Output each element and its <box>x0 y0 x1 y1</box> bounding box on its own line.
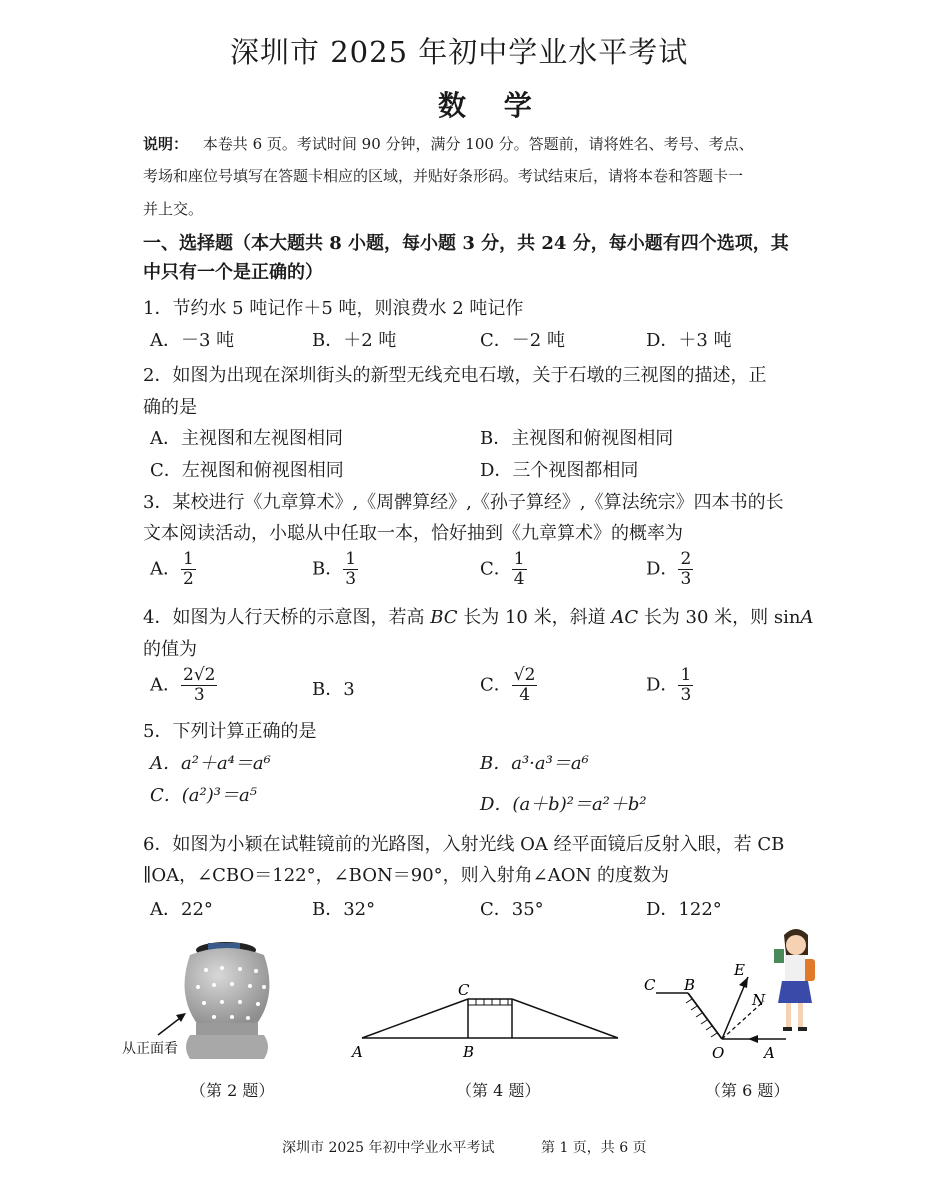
fraction: $\frac{1}{3}$ <box>680 665 692 705</box>
mirror-bo <box>688 993 722 1039</box>
railing <box>476 999 508 1005</box>
point-n-label: N <box>752 991 766 1009</box>
q5-option-d: D．(a＋b)²＝a²＋b² <box>480 794 647 815</box>
q6-text-1: 6．如图为小颖在试鞋镜前的光路图，入射光线 OA 经平面镜后反射入眼，若 CB <box>143 834 785 855</box>
q6-option-a: A．22° <box>150 899 213 920</box>
q1-option-c: C．－2 吨 <box>480 330 565 351</box>
q2-option-b: B．主视图和俯视图相同 <box>480 428 674 449</box>
q2-option-a: A．主视图和左视图相同 <box>150 428 343 449</box>
point-c-label: C <box>644 976 656 994</box>
q6-text-2: ∥OA，∠CBO＝122°，∠BON＝90°，则入射角∠AON 的度数为 <box>143 865 669 886</box>
figure-6-light-path <box>636 915 826 1065</box>
mirror-hatch <box>686 999 717 1037</box>
q5-text: 5．下列计算正确的是 <box>143 721 317 742</box>
instructions-line-1 <box>143 133 754 154</box>
q2-option-d: D．三个视图都相同 <box>480 460 639 481</box>
view-direction-label: 从正面看 <box>122 1041 178 1057</box>
fraction: $\frac{√2}{4}$ <box>513 665 536 705</box>
fraction: $\frac{1}{3}$ <box>345 549 357 589</box>
q5-option-b: B．a³·a³＝a⁶ <box>480 753 589 774</box>
q2-text-2: 确的是 <box>143 397 197 418</box>
q6-option-b: B．32° <box>312 899 376 920</box>
option-label: C． <box>480 674 512 696</box>
q3-text-1: 3．某校进行《九章算术》,《周髀算经》,《孙子算经》,《算法统宗》四本书的长 <box>143 492 784 513</box>
exam-title: 深圳市 2025 年初中学业水平考试 <box>230 35 689 69</box>
option-label: A． <box>150 558 181 580</box>
ramp-ac <box>362 999 468 1038</box>
q2-option-c: C．左视图和俯视图相同 <box>150 460 344 481</box>
option-label: B． <box>312 558 344 580</box>
figure-2-caption: （第 2 题） <box>190 1081 275 1100</box>
q4-option-d <box>646 666 693 705</box>
q4-option-b: B．3 <box>312 679 355 700</box>
subject-title: 数 学 <box>438 89 546 122</box>
q4-option-c <box>480 666 537 705</box>
point-b-label: B <box>684 976 696 994</box>
figure-4-footbridge <box>340 975 630 1065</box>
option-label: A． <box>150 674 181 696</box>
point-c-label: C <box>458 981 470 999</box>
point-o-label: O <box>712 1044 725 1062</box>
q4-text-2: 的值为 <box>143 639 197 660</box>
q4-text-1: 4．如图为人行天桥的示意图，若高 BC 长为 10 米，斜道 AC 长为 30 米，则 sinA <box>143 607 814 628</box>
q5-option-c: C．(a²)³＝a⁵ <box>150 785 257 806</box>
arrow-head-icon <box>748 1035 758 1043</box>
instructions-text-1: 本卷共 6 页。考试时间 90 分钟，满分 100 分。答题前，请将姓名、考号、考点、 <box>202 135 754 153</box>
footer-page-number: 第 1 页，共 6 页 <box>541 1140 647 1156</box>
girl-illustration <box>774 929 815 1031</box>
section-heading-2: 中只有一个是正确的） <box>143 262 323 283</box>
instructions-label: 说明： <box>143 135 189 153</box>
figure-4-caption: （第 4 题） <box>456 1081 541 1100</box>
q2-text-1: 2．如图为出现在深圳街头的新型无线充电石墩，关于石墩的三视图的描述，正 <box>143 365 767 386</box>
pier-neck <box>196 1023 258 1035</box>
q1-option-b: B．＋2 吨 <box>312 330 397 351</box>
q3-option-c <box>480 550 527 589</box>
q5-option-a: A．a²＋a⁴＝a⁶ <box>150 753 271 774</box>
footer-title: 深圳市 2025 年初中学业水平考试 <box>282 1140 495 1156</box>
fraction: $\frac{1}{4}$ <box>513 549 525 589</box>
option-label: D． <box>646 674 679 696</box>
ramp-right <box>512 999 618 1038</box>
q3-option-b <box>312 550 358 589</box>
section-heading-1: 一、选择题（本大题共 8 小题，每小题 3 分，共 24 分，每小题有四个选项，其 <box>143 233 789 254</box>
q6-option-c: C．35° <box>480 899 544 920</box>
fraction: $\frac{2}{3}$ <box>680 549 692 589</box>
option-label: C． <box>480 558 512 580</box>
figure-2-stone-pier <box>118 935 288 1070</box>
pier-base <box>186 1035 268 1059</box>
instructions-line-3: 并上交。 <box>143 200 204 218</box>
fraction: $\frac{2√2}{3}$ <box>183 665 216 705</box>
figure-6-caption: （第 6 题） <box>705 1081 790 1100</box>
q6-option-d: D．122° <box>646 899 722 920</box>
q3-option-a <box>150 550 196 589</box>
q4-option-a <box>150 666 217 705</box>
q1-option-a: A．－3 吨 <box>150 330 235 351</box>
q3-option-d <box>646 550 693 589</box>
point-e-label: E <box>734 961 745 979</box>
q1-text: 1．节约水 5 吨记作＋5 吨，则浪费水 2 吨记作 <box>143 298 524 319</box>
point-a-label: A <box>352 1043 363 1061</box>
point-a-label: A <box>764 1044 775 1062</box>
point-b-label: B <box>463 1043 475 1061</box>
instructions-line-2: 考场和座位号填写在答题卡相应的区域，并贴好条形码。考试结束后，请将本卷和答题卡一 <box>143 167 744 185</box>
fraction: $\frac{1}{2}$ <box>183 549 194 589</box>
q1-option-d: D．＋3 吨 <box>646 330 732 351</box>
q3-text-2: 文本阅读活动，小聪从中任取一本，恰好抽到《九章算术》的概率为 <box>143 523 683 544</box>
option-label: D． <box>646 558 679 580</box>
